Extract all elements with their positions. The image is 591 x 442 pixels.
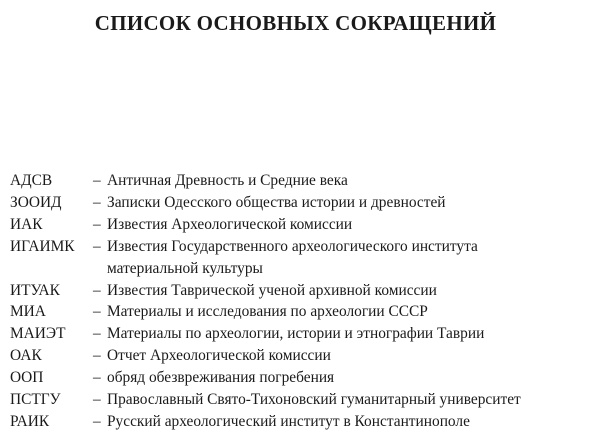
description-line: Русский археологический институт в Константинополе	[107, 412, 470, 430]
abbreviation-row-zooid	[10, 192, 585, 214]
abbreviation-dash: –	[93, 237, 101, 255]
description-line: обряд обезвреживания погребения	[107, 369, 335, 387]
abbreviation-row-oak	[10, 345, 585, 367]
abbreviation-dash: –	[93, 347, 101, 365]
abbreviation-row-adsv	[10, 170, 585, 192]
abbreviation-term: АДСВ	[10, 172, 53, 189]
abbreviation-term: ИАК	[10, 215, 43, 233]
abbreviation-row-raik	[10, 411, 585, 433]
abbreviation-term: ИТУАК	[10, 281, 60, 299]
description-line: Православный Свято-Тихоновский гуманитарный университет	[107, 391, 521, 409]
abbreviation-dash: –	[93, 369, 101, 387]
abbreviation-dash: –	[93, 325, 101, 343]
abbreviation-dash: –	[93, 215, 101, 233]
abbreviation-row-pstgu	[10, 389, 585, 411]
abbreviation-row-mia	[10, 301, 585, 323]
abbreviation-list	[10, 170, 585, 433]
abbreviation-row-iak	[10, 214, 585, 236]
abbreviation-dash: –	[93, 391, 101, 409]
description-line: Известия Археологической комиссии	[107, 215, 353, 233]
description-line: Известия Государственного археологического института	[107, 237, 478, 255]
abbreviation-description	[107, 411, 585, 433]
abbreviation-dash: –	[93, 281, 101, 299]
abbreviation-term: ПСТГУ	[10, 391, 61, 409]
abbreviation-term: ОАК	[10, 347, 42, 365]
abbreviation-description	[107, 214, 585, 236]
description-line: Известия Таврической ученой архивной комиссии	[107, 281, 437, 299]
description-line: Материалы по археологии, истории и этнографии Таврии	[107, 325, 485, 343]
abbreviation-description	[107, 367, 585, 389]
description-line: материальной культуры	[107, 259, 263, 277]
abbreviation-term: ИГАИМК	[10, 237, 75, 255]
abbreviation-dash: –	[93, 303, 101, 321]
abbreviation-row-oop	[10, 367, 585, 389]
abbreviation-description	[107, 280, 585, 302]
abbreviation-description	[107, 389, 585, 411]
abbreviation-description	[107, 236, 585, 280]
abbreviation-term: ООП	[10, 369, 44, 387]
abbreviation-description	[107, 301, 585, 323]
description-line: Материалы и исследования по археологии СССР	[107, 303, 428, 321]
abbreviation-description	[107, 323, 585, 345]
abbreviation-dash: –	[93, 193, 101, 211]
description-line: Записки Одесского общества истории и древностей	[107, 193, 446, 211]
abbreviation-row-ituak	[10, 280, 585, 302]
abbreviation-term: МАИЭТ	[10, 325, 66, 343]
abbreviation-term: МИА	[10, 303, 46, 321]
description-line: Античная Древность и Средние века	[107, 172, 348, 189]
description-line: Отчет Археологической комиссии	[107, 347, 331, 365]
abbreviation-description	[107, 345, 585, 367]
abbreviation-row-igaimk	[10, 236, 585, 280]
page-title: СПИСОК ОСНОВНЫХ СОКРАЩЕНИЙ	[94, 11, 497, 35]
abbreviation-dash: –	[93, 172, 101, 189]
abbreviation-term: РАИК	[10, 412, 50, 430]
abbreviation-description	[107, 170, 585, 192]
abbreviation-row-maiet	[10, 323, 585, 345]
abbreviation-dash: –	[93, 412, 101, 430]
abbreviation-description	[107, 192, 585, 214]
abbreviation-term: ЗООИД	[10, 193, 62, 211]
